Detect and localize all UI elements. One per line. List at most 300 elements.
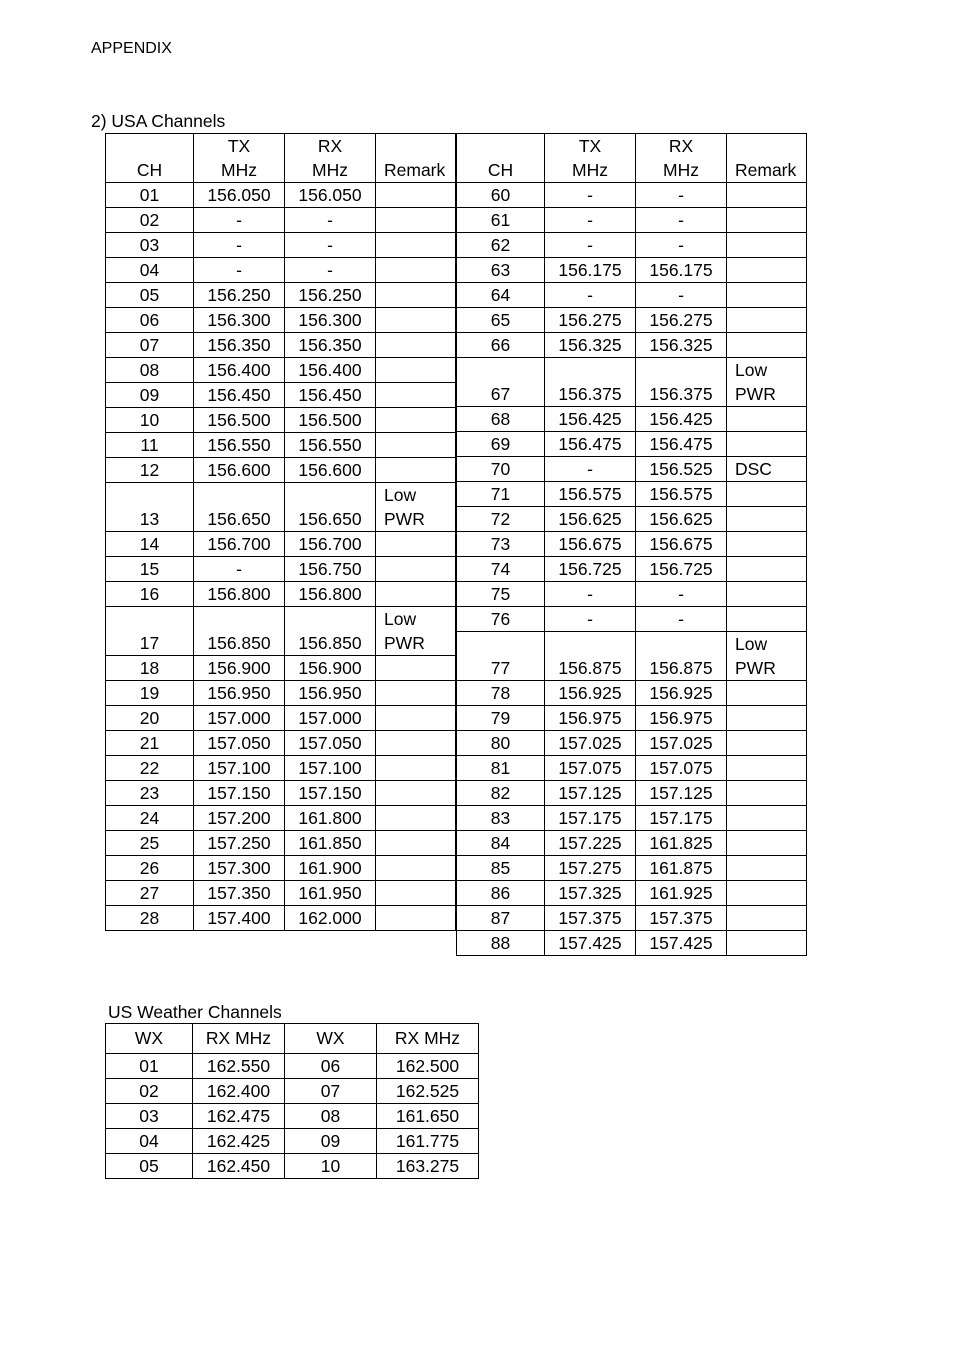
table-row [106, 806, 456, 831]
cell-ch: 60 [457, 183, 545, 208]
cell-tx: 156.375 [545, 358, 636, 407]
table-row [106, 408, 456, 433]
table-row [457, 931, 807, 956]
table-row [106, 258, 456, 283]
table-row [457, 806, 807, 831]
table-row [106, 1079, 479, 1104]
cell-ch: 10 [106, 408, 194, 433]
cell-rx: 157.375 [636, 906, 727, 931]
cell-wx: 10 [285, 1154, 377, 1179]
cell-remark [376, 856, 456, 881]
cell-rx: 156.300 [285, 308, 376, 333]
cell-ch: 16 [106, 582, 194, 607]
cell-rx: 161.800 [285, 806, 376, 831]
cell-ch: 06 [106, 308, 194, 333]
header-rx-mhz: RX MHz [377, 1024, 479, 1054]
cell-ch: 15 [106, 557, 194, 582]
cell-tx: 156.700 [194, 532, 285, 557]
cell-tx: 156.975 [545, 706, 636, 731]
cell-rx: 157.100 [285, 756, 376, 781]
table-row [106, 233, 456, 258]
header-ch: CH [457, 134, 545, 183]
cell-remark [376, 183, 456, 208]
table-row [106, 458, 456, 483]
cell-remark: Low PWR [727, 632, 807, 681]
cell-remark [376, 806, 456, 831]
cell-rx: 157.075 [636, 756, 727, 781]
cell-tx: 157.425 [545, 931, 636, 956]
cell-tx: 156.450 [194, 383, 285, 408]
cell-remark [727, 183, 807, 208]
cell-remark [727, 856, 807, 881]
cell-remark [376, 258, 456, 283]
cell-ch: 80 [457, 731, 545, 756]
cell-ch: 12 [106, 458, 194, 483]
table-row [457, 308, 807, 333]
cell-remark [376, 706, 456, 731]
cell-rx: 157.125 [636, 781, 727, 806]
table-header-row [106, 1024, 479, 1054]
cell-ch: 17 [106, 607, 194, 656]
cell-rx-mhz: 162.475 [193, 1104, 285, 1129]
table-row [457, 532, 807, 557]
cell-wx: 03 [106, 1104, 193, 1129]
cell-rx: 156.500 [285, 408, 376, 433]
cell-remark [376, 756, 456, 781]
cell-tx: 156.500 [194, 408, 285, 433]
cell-tx: 156.250 [194, 283, 285, 308]
cell-ch: 13 [106, 483, 194, 532]
cell-tx: - [194, 208, 285, 233]
cell-ch: 68 [457, 407, 545, 432]
table-row [457, 208, 807, 233]
cell-ch: 08 [106, 358, 194, 383]
header-tx: TX MHz [194, 134, 285, 183]
cell-ch: 79 [457, 706, 545, 731]
cell-rx: - [636, 183, 727, 208]
header-tx: TX MHz [545, 134, 636, 183]
table-row [106, 308, 456, 333]
cell-remark: Low PWR [727, 358, 807, 407]
table-row [106, 781, 456, 806]
table-row [457, 881, 807, 906]
cell-tx: - [545, 208, 636, 233]
table-row [106, 1129, 479, 1154]
cell-tx: - [545, 582, 636, 607]
table-row [106, 208, 456, 233]
cell-remark [376, 781, 456, 806]
cell-rx-mhz: 163.275 [377, 1154, 479, 1179]
cell-tx: 156.400 [194, 358, 285, 383]
cell-ch: 05 [106, 283, 194, 308]
table-row [106, 333, 456, 358]
cell-rx: 156.975 [636, 706, 727, 731]
cell-rx: 156.400 [285, 358, 376, 383]
cell-tx: 156.625 [545, 507, 636, 532]
header-rx: RX MHz [636, 134, 727, 183]
table-row [457, 756, 807, 781]
cell-rx: 156.800 [285, 582, 376, 607]
cell-ch: 63 [457, 258, 545, 283]
cell-rx: 156.450 [285, 383, 376, 408]
cell-tx: 156.800 [194, 582, 285, 607]
cell-ch: 75 [457, 582, 545, 607]
cell-remark [727, 258, 807, 283]
cell-rx: 156.650 [285, 483, 376, 532]
cell-rx-mhz: 161.775 [377, 1129, 479, 1154]
cell-ch: 01 [106, 183, 194, 208]
table-row [106, 283, 456, 308]
section-title: 2) USA Channels [91, 111, 226, 131]
table-row [457, 557, 807, 582]
cell-tx: 156.275 [545, 308, 636, 333]
cell-remark [376, 333, 456, 358]
header-rx-mhz: RX MHz [193, 1024, 285, 1054]
cell-remark [376, 433, 456, 458]
table-row [106, 383, 456, 408]
cell-ch: 18 [106, 656, 194, 681]
cell-tx: 157.050 [194, 731, 285, 756]
cell-remark [727, 532, 807, 557]
cell-rx-mhz: 162.550 [193, 1054, 285, 1079]
table-row [457, 333, 807, 358]
cell-tx: - [194, 258, 285, 283]
header-rx: RX MHz [285, 134, 376, 183]
cell-ch: 11 [106, 433, 194, 458]
cell-tx: 156.425 [545, 407, 636, 432]
header-remark: Remark [376, 134, 456, 183]
table-row [457, 632, 807, 681]
table-row [457, 856, 807, 881]
cell-rx: 161.900 [285, 856, 376, 881]
cell-rx: 156.175 [636, 258, 727, 283]
cell-tx: 156.175 [545, 258, 636, 283]
cell-remark [376, 881, 456, 906]
header-remark: Remark [727, 134, 807, 183]
cell-remark [727, 432, 807, 457]
table-row [457, 731, 807, 756]
cell-remark [376, 233, 456, 258]
cell-ch: 85 [457, 856, 545, 881]
cell-tx: 156.900 [194, 656, 285, 681]
cell-tx: - [194, 557, 285, 582]
table-row [106, 1154, 479, 1179]
table-row [106, 433, 456, 458]
cell-rx: - [636, 582, 727, 607]
cell-remark [727, 681, 807, 706]
cell-remark [376, 308, 456, 333]
cell-remark [727, 283, 807, 308]
cell-tx: - [545, 233, 636, 258]
cell-tx: 157.100 [194, 756, 285, 781]
cell-rx: 156.900 [285, 656, 376, 681]
cell-rx-mhz: 162.425 [193, 1129, 285, 1154]
cell-tx: - [545, 183, 636, 208]
cell-tx: - [194, 233, 285, 258]
cell-remark [376, 831, 456, 856]
table-row [106, 731, 456, 756]
cell-ch: 83 [457, 806, 545, 831]
table-row [106, 532, 456, 557]
cell-tx: 156.675 [545, 532, 636, 557]
cell-ch: 02 [106, 208, 194, 233]
cell-tx: 157.250 [194, 831, 285, 856]
cell-remark [727, 731, 807, 756]
cell-ch: 61 [457, 208, 545, 233]
cell-remark [376, 283, 456, 308]
cell-rx-mhz: 162.450 [193, 1154, 285, 1179]
cell-remark [727, 208, 807, 233]
table-row [457, 607, 807, 632]
table-row [106, 831, 456, 856]
table-row [106, 706, 456, 731]
cell-remark [376, 383, 456, 408]
cell-tx: 156.350 [194, 333, 285, 358]
cell-tx: 156.850 [194, 607, 285, 656]
cell-remark [727, 482, 807, 507]
table-row [457, 582, 807, 607]
cell-rx: 156.725 [636, 557, 727, 582]
cell-remark [727, 881, 807, 906]
cell-tx: 156.925 [545, 681, 636, 706]
cell-rx: 157.425 [636, 931, 727, 956]
cell-rx: 156.600 [285, 458, 376, 483]
cell-remark [727, 233, 807, 258]
cell-ch: 66 [457, 333, 545, 358]
cell-ch: 78 [457, 681, 545, 706]
cell-ch: 87 [457, 906, 545, 931]
table-row [457, 183, 807, 208]
cell-remark [727, 806, 807, 831]
table-row [106, 656, 456, 681]
cell-wx: 06 [285, 1054, 377, 1079]
table-row [457, 507, 807, 532]
cell-tx: 156.050 [194, 183, 285, 208]
header-ch: CH [106, 134, 194, 183]
cell-remark [376, 458, 456, 483]
cell-rx-mhz: 161.650 [377, 1104, 479, 1129]
cell-tx: - [545, 607, 636, 632]
table-row [457, 407, 807, 432]
cell-ch: 04 [106, 258, 194, 283]
cell-rx: 156.550 [285, 433, 376, 458]
cell-remark [727, 756, 807, 781]
table-row [106, 856, 456, 881]
usa-channels-table-right [456, 133, 807, 956]
cell-rx: 157.175 [636, 806, 727, 831]
cell-remark [727, 906, 807, 931]
cell-wx: 02 [106, 1079, 193, 1104]
table-row [106, 483, 456, 532]
cell-tx: 156.725 [545, 557, 636, 582]
cell-remark [376, 358, 456, 383]
cell-wx: 07 [285, 1079, 377, 1104]
cell-remark [727, 507, 807, 532]
table-row [106, 1104, 479, 1129]
cell-remark [376, 557, 456, 582]
weather-section-title: US Weather Channels [108, 1002, 282, 1022]
cell-tx: 157.000 [194, 706, 285, 731]
cell-remark: Low PWR [376, 607, 456, 656]
table-row [457, 706, 807, 731]
cell-tx: 157.275 [545, 856, 636, 881]
table-row [457, 482, 807, 507]
cell-tx: 157.300 [194, 856, 285, 881]
cell-rx: 156.925 [636, 681, 727, 706]
cell-rx: 156.875 [636, 632, 727, 681]
cell-ch: 22 [106, 756, 194, 781]
cell-rx: - [285, 258, 376, 283]
cell-rx-mhz: 162.500 [377, 1054, 479, 1079]
cell-remark [727, 407, 807, 432]
cell-tx: 157.150 [194, 781, 285, 806]
cell-ch: 21 [106, 731, 194, 756]
table-row [106, 358, 456, 383]
cell-tx: 156.950 [194, 681, 285, 706]
cell-rx: 156.050 [285, 183, 376, 208]
cell-rx-mhz: 162.400 [193, 1079, 285, 1104]
cell-tx: 156.875 [545, 632, 636, 681]
cell-rx: 161.875 [636, 856, 727, 881]
cell-ch: 23 [106, 781, 194, 806]
cell-rx-mhz: 162.525 [377, 1079, 479, 1104]
table-row [106, 906, 456, 931]
cell-tx: 156.600 [194, 458, 285, 483]
cell-ch: 73 [457, 532, 545, 557]
cell-remark [727, 831, 807, 856]
cell-ch: 27 [106, 881, 194, 906]
cell-remark [727, 333, 807, 358]
cell-tx: 157.325 [545, 881, 636, 906]
cell-remark [727, 582, 807, 607]
cell-tx: 157.375 [545, 906, 636, 931]
cell-ch: 74 [457, 557, 545, 582]
cell-ch: 28 [106, 906, 194, 931]
cell-ch: 65 [457, 308, 545, 333]
cell-tx: 156.650 [194, 483, 285, 532]
cell-rx: 157.050 [285, 731, 376, 756]
cell-ch: 20 [106, 706, 194, 731]
cell-ch: 81 [457, 756, 545, 781]
cell-rx: - [636, 607, 727, 632]
table-row [106, 881, 456, 906]
cell-wx: 09 [285, 1129, 377, 1154]
cell-rx: - [285, 233, 376, 258]
table-row [106, 582, 456, 607]
cell-rx: 157.000 [285, 706, 376, 731]
cell-tx: 156.475 [545, 432, 636, 457]
cell-tx: 156.550 [194, 433, 285, 458]
cell-ch: 84 [457, 831, 545, 856]
cell-ch: 88 [457, 931, 545, 956]
header-wx: WX [285, 1024, 377, 1054]
header-wx: WX [106, 1024, 193, 1054]
cell-rx: 156.475 [636, 432, 727, 457]
cell-remark [727, 931, 807, 956]
table-row [457, 906, 807, 931]
cell-tx: 156.325 [545, 333, 636, 358]
cell-ch: 72 [457, 507, 545, 532]
cell-rx: - [285, 208, 376, 233]
cell-rx: 156.525 [636, 457, 727, 482]
cell-ch: 70 [457, 457, 545, 482]
cell-rx: 157.150 [285, 781, 376, 806]
table-row [457, 781, 807, 806]
cell-tx: 157.200 [194, 806, 285, 831]
cell-ch: 19 [106, 681, 194, 706]
table-row [457, 233, 807, 258]
cell-remark [376, 681, 456, 706]
cell-rx: 156.700 [285, 532, 376, 557]
table-row [457, 258, 807, 283]
cell-rx: - [636, 233, 727, 258]
usa-channels-table-left [105, 133, 456, 931]
cell-rx: 156.350 [285, 333, 376, 358]
cell-tx: 157.075 [545, 756, 636, 781]
table-header-row [106, 134, 456, 183]
cell-wx: 05 [106, 1154, 193, 1179]
cell-ch: 67 [457, 358, 545, 407]
table-header-row [457, 134, 807, 183]
cell-rx: 162.000 [285, 906, 376, 931]
cell-tx: 157.225 [545, 831, 636, 856]
cell-rx: 156.575 [636, 482, 727, 507]
cell-remark [376, 532, 456, 557]
table-row [106, 1054, 479, 1079]
cell-rx: 156.950 [285, 681, 376, 706]
cell-rx: 161.950 [285, 881, 376, 906]
cell-rx: 161.925 [636, 881, 727, 906]
cell-ch: 69 [457, 432, 545, 457]
cell-rx: 156.325 [636, 333, 727, 358]
cell-tx: 156.300 [194, 308, 285, 333]
cell-remark [376, 906, 456, 931]
table-row [457, 358, 807, 407]
page-header: APPENDIX [91, 40, 172, 57]
cell-wx: 08 [285, 1104, 377, 1129]
cell-remark [376, 208, 456, 233]
cell-remark [727, 607, 807, 632]
cell-tx: - [545, 457, 636, 482]
table-row [457, 283, 807, 308]
cell-remark: DSC [727, 457, 807, 482]
cell-ch: 14 [106, 532, 194, 557]
cell-tx: 157.400 [194, 906, 285, 931]
cell-wx: 04 [106, 1129, 193, 1154]
cell-tx: 157.125 [545, 781, 636, 806]
cell-remark [376, 731, 456, 756]
cell-ch: 86 [457, 881, 545, 906]
table-row [106, 756, 456, 781]
table-row [106, 607, 456, 656]
cell-rx: 156.850 [285, 607, 376, 656]
cell-rx: 156.275 [636, 308, 727, 333]
cell-tx: 157.025 [545, 731, 636, 756]
cell-rx: 157.025 [636, 731, 727, 756]
table-row [457, 457, 807, 482]
cell-tx: 156.575 [545, 482, 636, 507]
table-row [106, 681, 456, 706]
cell-rx: - [636, 208, 727, 233]
table-row [457, 432, 807, 457]
table-row [106, 183, 456, 208]
cell-tx: 157.175 [545, 806, 636, 831]
cell-ch: 03 [106, 233, 194, 258]
cell-rx: 156.750 [285, 557, 376, 582]
cell-remark [376, 408, 456, 433]
weather-channels-table [105, 1023, 479, 1179]
cell-remark [727, 781, 807, 806]
